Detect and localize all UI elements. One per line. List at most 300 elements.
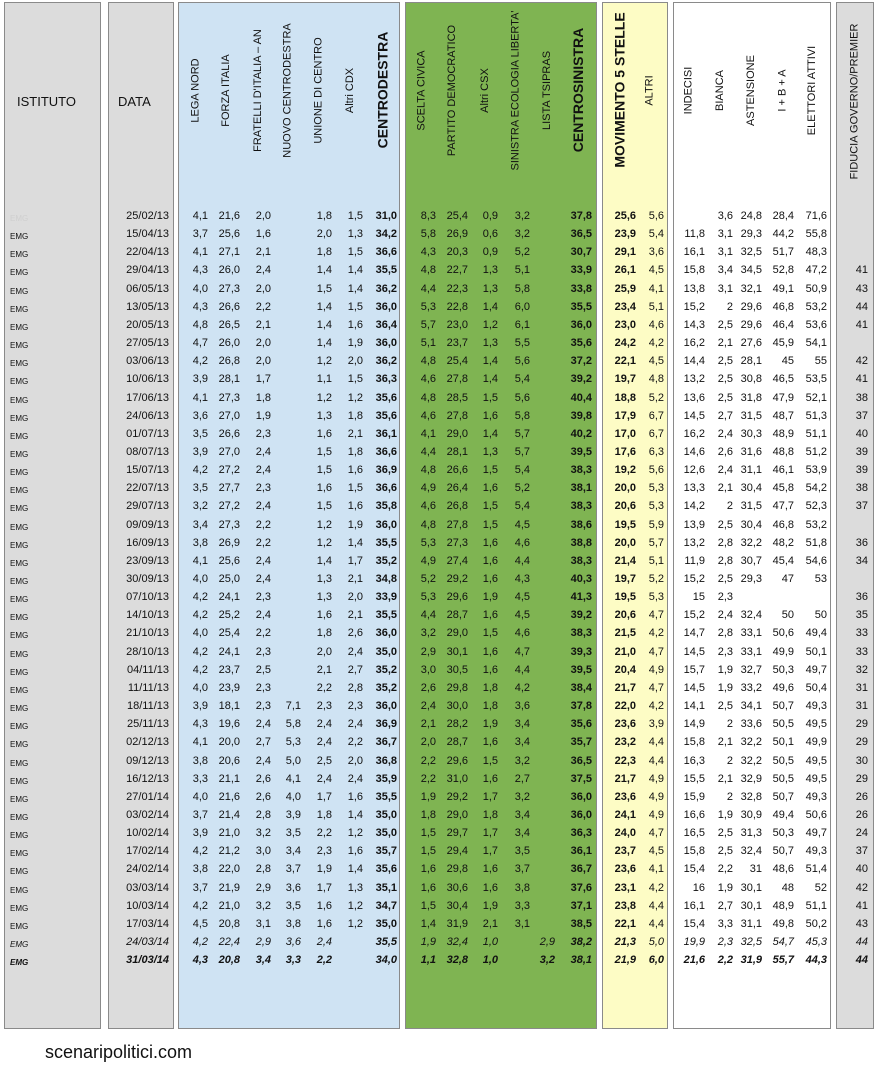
cell-sc: 4,8 (420, 518, 436, 531)
cell-ncd (271, 661, 301, 679)
cell-fid: 26 (855, 808, 868, 821)
cell-ind: 13,8 (683, 282, 705, 295)
cell-bianca: 2,5 (717, 573, 733, 585)
cell-sel: 3,4 (514, 718, 530, 731)
cell-date: 06/05/13 (126, 282, 169, 295)
cell-altricdx: 2,2 (347, 736, 363, 749)
cell-ist: EMG (10, 903, 29, 913)
cell-ncd (271, 352, 301, 370)
cell-altricdx: 1,2 (347, 899, 363, 912)
cell-bianca: 3,6 (717, 210, 733, 222)
cell-m5s: 21,7 (614, 681, 636, 694)
cell-fid: 42 (855, 881, 868, 894)
cell-sel: 3,2 (514, 228, 530, 241)
cell-ist: EMG (10, 758, 29, 768)
cell-altri: 4,1 (648, 282, 664, 295)
cell-ast: 30,4 (740, 482, 762, 495)
cell-el: 49,9 (805, 736, 827, 749)
cell-ncd: 4,1 (285, 772, 301, 785)
cell-fid: 29 (855, 772, 868, 785)
cell-date: 27/05/13 (126, 337, 169, 350)
cell-el: 49,7 (805, 827, 827, 840)
cell-altricdx: 1,2 (347, 827, 363, 840)
cell-ind: 13,3 (683, 482, 705, 495)
cell-tsipras (530, 425, 555, 443)
cell-m5s: 20,4 (614, 663, 636, 676)
cell-ist: EMG (10, 631, 29, 641)
cell-altri: 5,6 (648, 464, 664, 477)
cell-ast: 30,3 (740, 427, 762, 440)
cell-m5s: 23,8 (614, 899, 636, 912)
cell-altricdx: 2,0 (347, 591, 363, 604)
cell-ncd (271, 334, 301, 352)
cell-ncd (271, 316, 301, 334)
table-row (0, 915, 880, 933)
cell-ast: 28,1 (740, 355, 762, 368)
cell-tsipras (530, 770, 555, 788)
cell-lega: 3,9 (192, 827, 208, 840)
cell-date: 17/02/14 (126, 845, 169, 858)
cell-csx: 35,6 (570, 718, 592, 731)
cell-lega: 4,2 (192, 355, 208, 368)
cell-ast: 33,1 (740, 627, 762, 640)
cell-date: 04/11/13 (126, 663, 169, 676)
cell-bianca: 2 (726, 718, 733, 731)
cell-ind: 14,5 (683, 681, 705, 694)
cell-iba: 50,7 (772, 790, 794, 803)
cell-lega: 4,0 (192, 282, 208, 295)
cell-fi: 21,4 (218, 808, 240, 821)
cell-fdi: 2,4 (255, 718, 271, 731)
cell-csx: 38,3 (570, 464, 592, 477)
cell-ncd (271, 606, 301, 624)
cell-bianca: 2,5 (717, 518, 733, 531)
cell-altri: 6,7 (648, 427, 664, 440)
cell-csx: 33,8 (570, 282, 592, 295)
cell-fdi: 2,2 (255, 300, 271, 313)
cell-fdi: 3,4 (255, 954, 271, 967)
cell-altricsx: 1,6 (482, 573, 498, 585)
cell-altricsx: 1,7 (482, 790, 498, 803)
cell-fi: 27,7 (218, 482, 240, 495)
cell-altricsx: 1,0 (482, 954, 498, 967)
cell-fi: 23,9 (218, 681, 240, 694)
cell-m5s: 19,7 (614, 373, 636, 386)
cell-udc: 1,2 (316, 391, 332, 404)
header-pd: PARTITO DEMOCRATICO (446, 24, 459, 156)
cell-cdx: 36,0 (375, 337, 397, 350)
header-m5s: MOVIMENTO 5 STELLE (612, 12, 628, 168)
cell-ast: 31,5 (740, 500, 762, 513)
cell-ist: EMG (10, 958, 29, 968)
cell-altricdx: 1,8 (347, 409, 363, 422)
header-altricsx: Altri CSX (478, 67, 491, 113)
cell-iba: 48,9 (772, 427, 794, 440)
cell-altricdx: 1,2 (347, 391, 363, 404)
cell-bianca: 2,5 (717, 355, 733, 368)
cell-ind: 14,4 (683, 355, 705, 368)
table-row (0, 770, 880, 788)
cell-altricsx: 1,6 (482, 536, 498, 549)
cell-csx: 39,5 (570, 445, 592, 458)
cell-fi: 21,2 (218, 845, 240, 858)
cell-m5s: 26,1 (614, 264, 636, 277)
cell-altri: 3,6 (648, 246, 664, 259)
cell-fid: 39 (855, 464, 868, 477)
cell-pd: 28,1 (446, 445, 468, 458)
cell-altricdx: 1,6 (347, 845, 363, 858)
cell-udc: 1,6 (316, 427, 332, 440)
cell-pd: 32,4 (446, 936, 468, 948)
cell-cdx: 35,5 (375, 609, 397, 622)
cell-ind (676, 207, 705, 225)
cell-lega: 4,7 (192, 337, 208, 350)
cell-altricdx: 1,4 (347, 282, 363, 295)
cell-sel: 5,5 (514, 337, 530, 350)
cell-tsipras (530, 316, 555, 334)
cell-ist: EMG (10, 232, 29, 242)
cell-altri: 4,9 (648, 663, 664, 676)
cell-fdi: 1,6 (255, 228, 271, 241)
cell-altricsx: 1,6 (482, 772, 498, 785)
cell-altri: 4,4 (648, 754, 664, 767)
cell-pd: 25,4 (446, 210, 468, 222)
cell-csx: 36,1 (570, 845, 592, 858)
cell-sel: 4,6 (514, 627, 530, 640)
cell-fdi: 2,0 (255, 337, 271, 350)
cell-ist: EMG (10, 377, 29, 387)
cell-lega: 4,3 (192, 264, 208, 277)
cell-ast: 31,8 (740, 391, 762, 404)
cell-altricdx: 2,6 (347, 627, 363, 640)
cell-m5s: 23,9 (614, 228, 636, 241)
cell-csx: 36,0 (570, 790, 592, 803)
cell-udc: 1,9 (316, 863, 332, 876)
cell-el: 48,3 (805, 246, 827, 259)
cell-date: 29/07/13 (126, 500, 169, 513)
header-centrosinistra: CENTROSINISTRA (570, 27, 587, 153)
cell-ast: 32,5 (740, 936, 762, 948)
cell-altri: 5,1 (648, 554, 664, 567)
cell-altri: 4,7 (648, 609, 664, 622)
cell-ncd (271, 461, 301, 479)
cell-sc: 2,0 (420, 736, 436, 749)
cell-csx: 37,1 (570, 899, 592, 912)
cell-altri: 5,1 (648, 300, 664, 313)
cell-pd: 29,6 (446, 754, 468, 767)
cell-altri: 4,2 (648, 700, 664, 713)
cell-altricdx: 1,8 (347, 445, 363, 458)
cell-fid: 37 (855, 845, 868, 858)
table-row (0, 334, 880, 352)
cell-altricsx: 1,4 (482, 355, 498, 368)
cell-tsipras (530, 352, 555, 370)
cell-iba: 50,7 (772, 700, 794, 713)
cell-fid (838, 570, 868, 588)
cell-ncd (271, 534, 301, 552)
cell-sel: 3,4 (514, 808, 530, 821)
cell-date: 16/12/13 (126, 772, 169, 785)
cell-csx: 37,6 (570, 881, 592, 894)
cell-csx: 41,3 (570, 591, 592, 604)
cell-altri: 4,7 (648, 645, 664, 658)
table-row (0, 806, 880, 824)
cell-lega: 3,5 (192, 427, 208, 440)
cell-ind: 16,2 (683, 427, 705, 440)
cell-date: 22/04/13 (126, 246, 169, 259)
cell-tsipras (530, 552, 555, 570)
cell-sel: 3,3 (514, 899, 530, 912)
cell-tsipras: 3,2 (539, 954, 555, 967)
cell-udc: 1,7 (316, 790, 332, 803)
cell-fi: 26,9 (218, 536, 240, 549)
cell-csx: 38,3 (570, 554, 592, 567)
cell-tsipras (530, 679, 555, 697)
cell-cdx: 35,2 (375, 554, 397, 567)
cell-iba: 44,2 (772, 228, 794, 241)
cell-date: 09/12/13 (126, 754, 169, 767)
cell-ncd: 5,0 (285, 754, 301, 767)
cell-date: 16/09/13 (126, 536, 169, 549)
cell-lega: 4,2 (192, 936, 208, 948)
cell-ind: 16,2 (683, 337, 705, 350)
cell-ncd: 3,9 (285, 808, 301, 821)
cell-ast: 31,3 (740, 827, 762, 840)
cell-iba: 50,7 (772, 845, 794, 858)
cell-lega: 3,3 (192, 772, 208, 785)
cell-iba: 48 (781, 881, 794, 894)
cell-ast: 32,9 (740, 772, 762, 785)
cell-ist: EMG (10, 268, 29, 278)
cell-fid: 40 (855, 863, 868, 876)
cell-ast: 33,2 (740, 681, 762, 694)
cell-altricdx: 1,9 (347, 518, 363, 531)
cell-ind: 13,9 (683, 518, 705, 531)
cell-fid: 29 (855, 718, 868, 731)
cell-fid: 39 (855, 445, 868, 458)
cell-lega: 4,1 (192, 736, 208, 749)
cell-ist: EMG (10, 540, 29, 550)
cell-iba: 45 (781, 355, 794, 368)
cell-fi: 20,8 (218, 917, 240, 930)
cell-altri: 5,2 (648, 391, 664, 404)
cell-altri: 6,0 (648, 954, 664, 967)
cell-iba: 45,9 (772, 337, 794, 350)
cell-iba: 48,2 (772, 536, 794, 549)
cell-m5s: 17,0 (614, 427, 636, 440)
cell-sc: 2,2 (420, 772, 436, 785)
cell-ind: 14,5 (683, 645, 705, 658)
cell-ist: EMG (10, 613, 29, 623)
table-row (0, 280, 880, 298)
cell-fdi: 2,8 (255, 863, 271, 876)
cell-date: 17/06/13 (126, 391, 169, 404)
cell-lega: 4,0 (192, 573, 208, 585)
cell-csx: 35,7 (570, 736, 592, 749)
cell-date: 27/01/14 (126, 790, 169, 803)
cell-fi: 22,0 (218, 863, 240, 876)
cell-pd: 28,7 (446, 609, 468, 622)
cell-iba: 49,8 (772, 917, 794, 930)
cell-ncd (271, 298, 301, 316)
cell-altricsx: 1,6 (482, 881, 498, 894)
cell-udc: 2,2 (316, 954, 332, 967)
cell-csx: 38,1 (570, 954, 592, 967)
cell-lega: 4,2 (192, 591, 208, 604)
cell-ast: 30,1 (740, 881, 762, 894)
cell-sc: 4,8 (420, 264, 436, 277)
cell-ncd (271, 679, 301, 697)
cell-ind: 13,2 (683, 373, 705, 386)
cell-iba: 48,9 (772, 899, 794, 912)
table-row (0, 516, 880, 534)
cell-ncd (271, 497, 301, 515)
cell-ncd (271, 643, 301, 661)
cell-tsipras (530, 879, 555, 897)
cell-cdx: 36,0 (375, 518, 397, 531)
cell-cdx: 35,1 (375, 881, 397, 894)
table-row (0, 606, 880, 624)
table-row (0, 443, 880, 461)
cell-sc: 1,6 (420, 863, 436, 876)
cell-m5s: 25,9 (614, 282, 636, 295)
cell-ist: EMG (10, 322, 29, 332)
cell-csx: 39,3 (570, 645, 592, 658)
cell-tsipras (530, 225, 555, 243)
table-row (0, 316, 880, 334)
cell-fdi: 2,0 (255, 282, 271, 295)
cell-altri: 5,7 (648, 536, 664, 549)
cell-ind: 15,2 (683, 573, 705, 585)
cell-date: 25/02/13 (126, 210, 169, 222)
cell-altricsx: 1,8 (482, 700, 498, 713)
cell-tsipras (530, 643, 555, 661)
cell-m5s: 21,5 (614, 627, 636, 640)
cell-sel: 5,4 (514, 464, 530, 477)
cell-altricdx: 1,7 (347, 554, 363, 567)
cell-fdi: 2,5 (255, 663, 271, 676)
cell-udc: 2,2 (316, 827, 332, 840)
header-fi: FORZA ITALIA (219, 53, 232, 127)
cell-csx: 38,3 (570, 500, 592, 513)
cell-lega: 3,8 (192, 754, 208, 767)
cell-fi: 27,3 (218, 391, 240, 404)
cell-ncd: 3,5 (285, 827, 301, 840)
cell-udc: 1,4 (316, 300, 332, 313)
table-row (0, 534, 880, 552)
cell-sel: 4,5 (514, 609, 530, 622)
cell-altri: 4,5 (648, 355, 664, 368)
cell-fi: 21,6 (218, 210, 240, 222)
cell-altricdx: 2,3 (347, 700, 363, 713)
table-row (0, 261, 880, 279)
cell-lega: 3,9 (192, 445, 208, 458)
cell-sc: 8,3 (420, 210, 436, 222)
cell-ast: 34,1 (740, 700, 762, 713)
cell-lega: 4,2 (192, 609, 208, 622)
cell-tsipras (530, 461, 555, 479)
cell-altricdx: 1,4 (347, 264, 363, 277)
cell-date: 30/09/13 (126, 573, 169, 585)
cell-udc: 1,5 (316, 282, 332, 295)
cell-iba: 55,7 (772, 954, 794, 967)
cell-ast: 32,1 (740, 282, 762, 295)
cell-altricsx: 1,6 (482, 409, 498, 422)
cell-ind: 11,8 (684, 228, 705, 241)
cell-sel: 4,5 (514, 591, 530, 604)
cell-altricsx: 1,5 (482, 518, 498, 531)
cell-sc: 3,2 (420, 627, 436, 640)
cell-fid: 44 (855, 300, 868, 313)
cell-cdx: 35,0 (375, 917, 397, 930)
cell-ind: 14,9 (683, 718, 705, 731)
cell-bianca: 2,5 (717, 827, 733, 840)
table-row (0, 752, 880, 770)
cell-m5s: 18,8 (614, 391, 636, 404)
cell-altricsx: 0,6 (482, 228, 498, 241)
cell-fdi: 2,0 (255, 210, 271, 222)
cell-tsipras (530, 624, 555, 642)
cell-tsipras (530, 788, 555, 806)
cell-altricdx (332, 951, 363, 969)
cell-sel: 3,5 (514, 845, 530, 858)
cell-ast: 32,2 (740, 536, 762, 549)
cell-sc: 1,9 (420, 936, 436, 948)
cell-el: 50,9 (805, 282, 827, 295)
cell-ist: EMG (10, 250, 29, 260)
cell-el: 53,5 (805, 373, 827, 386)
cell-csx: 36,5 (570, 754, 592, 767)
cell-tsipras (530, 479, 555, 497)
cell-altricsx: 1,4 (482, 300, 498, 313)
cell-fid: 41 (855, 264, 868, 277)
cell-tsipras (530, 715, 555, 733)
cell-csx: 39,5 (570, 663, 592, 676)
cell-altri: 6,7 (648, 409, 664, 422)
cell-tsipras (530, 752, 555, 770)
cell-ast: 30,9 (740, 808, 762, 821)
cell-bianca: 2,4 (717, 427, 733, 440)
cell-cdx: 34,7 (375, 899, 397, 912)
cell-ast: 24,8 (740, 210, 762, 222)
cell-lega: 4,1 (192, 210, 208, 222)
cell-altricdx: 2,4 (347, 718, 363, 731)
cell-lega: 4,5 (192, 917, 208, 930)
cell-ist: EMG (10, 940, 29, 949)
cell-csx: 38,5 (570, 917, 592, 930)
cell-altricsx: 1,4 (482, 427, 498, 440)
cell-sc: 5,3 (420, 536, 436, 549)
cell-ind: 13,2 (683, 536, 705, 549)
cell-date: 13/05/13 (126, 300, 169, 313)
cell-m5s: 20,0 (614, 482, 636, 495)
cell-cdx: 35,9 (375, 772, 397, 785)
cell-csx: 40,4 (570, 391, 592, 404)
cell-sel: 4,5 (514, 518, 530, 531)
cell-m5s: 22,1 (614, 917, 636, 930)
cell-fi: 21,9 (218, 881, 240, 894)
cell-cdx: 36,6 (375, 482, 397, 495)
cell-sel: 5,4 (514, 500, 530, 513)
cell-tsipras (530, 298, 555, 316)
cell-iba: 50,5 (772, 718, 794, 731)
cell-sel (498, 951, 530, 969)
cell-cdx: 35,8 (375, 500, 397, 513)
cell-udc: 1,2 (316, 355, 332, 368)
cell-fid: 43 (855, 917, 868, 930)
cell-bianca: 1,9 (717, 881, 733, 894)
cell-iba: 46,1 (772, 464, 794, 477)
